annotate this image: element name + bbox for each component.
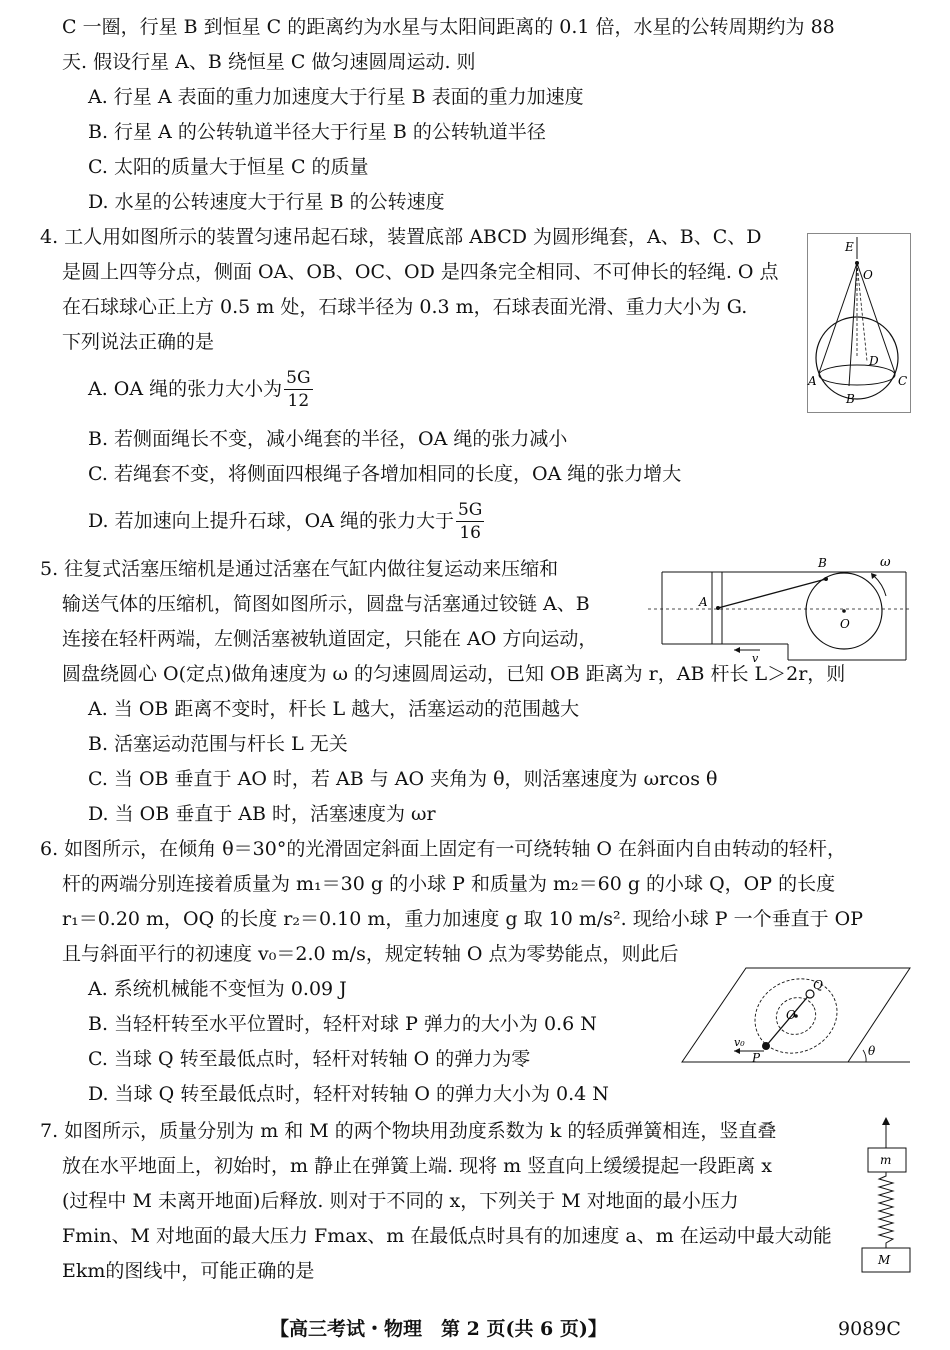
q5-option-c: C. 当 OB 垂直于 AO 时，若 AB 与 AO 夹角为 θ，则活塞速度为 ωrcos θ bbox=[88, 768, 718, 790]
q5-line-3: 连接在轻杆两端，左侧活塞被轨道固定，只能在 AO 方向运动， bbox=[62, 628, 598, 650]
q5-option-d: D. 当 OB 垂直于 AB 时，活塞速度为 ωr bbox=[88, 803, 436, 825]
q3-option-d: D. 水星的公转速度大于行星 B 的公转速度 bbox=[88, 191, 445, 213]
q6-option-a: A. 系统机械能不变恒为 0.09 J bbox=[88, 978, 347, 1000]
q4-line-2: 是圆上四等分点，侧面 OA、OB、OC、OD 是四条完全相同、不可伸长的轻绳. O 点 bbox=[62, 261, 779, 283]
footer-page-info: 【高三考试・物理 第 2 页(共 6 页)】 bbox=[270, 1318, 607, 1340]
fraction-denominator: 12 bbox=[287, 391, 310, 411]
fraction-numerator: 5G bbox=[286, 368, 311, 388]
q4-label-a: A bbox=[808, 374, 817, 388]
q4-label-e: E bbox=[845, 240, 854, 254]
q4-line-4: 下列说法正确的是 bbox=[62, 331, 215, 353]
q3-line-2: 天. 假设行星 A、B 绕恒星 C 做匀速圆周运动. 则 bbox=[62, 51, 476, 73]
q4-option-a-fraction bbox=[284, 370, 312, 410]
q5-option-b: B. 活塞运动范围与杆长 L 无关 bbox=[88, 733, 348, 755]
q7-line-1: 7. 如图所示，质量分别为 m 和 M 的两个物块用劲度系数为 k 的轻质弹簧相连，竖直叠 bbox=[40, 1120, 777, 1142]
q6-line-1: 6. 如图所示，在倾角 θ＝30°的光滑固定斜面上固定有一可绕转轴 O 在斜面内自由转动的轻杆， bbox=[40, 838, 846, 860]
fraction-denominator: 16 bbox=[459, 523, 481, 543]
q4-option-d bbox=[88, 502, 486, 542]
q6-label-v0: v₀ bbox=[734, 1036, 745, 1049]
q6-label-theta: θ bbox=[868, 1044, 876, 1058]
q5-option-a: A. 当 OB 距离不变时，杆长 L 越大，活塞运动的范围越大 bbox=[88, 698, 580, 720]
q4-option-c: C. 若绳套不变，将侧面四根绳子各增加相同的长度，OA 绳的张力增大 bbox=[88, 463, 682, 485]
q6-line-4: 且与斜面平行的初速度 v₀＝2.0 m/s，规定转轴 O 点为零势能点，则此后 bbox=[62, 943, 679, 965]
q4-label-d: D bbox=[869, 354, 879, 368]
q4-line-3: 在石球球心正上方 0.5 m 处，石球半径为 0.3 m，石球表面光滑、重力大小为 G. bbox=[62, 296, 748, 318]
footer-exam-code: 9089C bbox=[838, 1318, 901, 1340]
q3-option-c: C. 太阳的质量大于恒星 C 的质量 bbox=[88, 156, 369, 178]
fraction-numerator: 5G bbox=[457, 500, 483, 520]
q4-option-b: B. 若侧面绳长不变，减小绳套的半径，OA 绳的张力减小 bbox=[88, 428, 568, 450]
q4-label-c: C bbox=[898, 374, 908, 388]
q6-option-d: D. 当球 Q 转至最低点时，轻杆对转轴 O 的弹力大小为 0.4 N bbox=[88, 1083, 609, 1105]
q3-line-1: C 一圈，行星 B 到恒星 C 的距离约为水星与太阳间距离的 0.1 倍，水星的公转周期约为 88 bbox=[62, 16, 835, 38]
q7-label-big-m: M bbox=[878, 1253, 891, 1267]
q5-compressor-figure bbox=[648, 546, 910, 664]
q6-line-2: 杆的两端分别连接着质量为 m₁＝30 g 的小球 P 和质量为 m₂＝60 g 的小球 Q，OP 的长度 bbox=[62, 873, 836, 895]
q6-incline-figure bbox=[680, 966, 912, 1066]
q5-line-1: 5. 往复式活塞压缩机是通过活塞在气缸内做往复运动来压缩和 bbox=[40, 558, 559, 580]
q5-line-2: 输送气体的压缩机，简图如图所示，圆盘与活塞通过铰链 A、B bbox=[62, 593, 590, 615]
q5-label-o: O bbox=[840, 617, 850, 631]
q7-spring-blocks-figure bbox=[858, 1116, 914, 1288]
q4-option-d-text: D. 若加速向上提升石球，OA 绳的张力大于 bbox=[88, 510, 454, 532]
q6-label-o: O bbox=[786, 1008, 796, 1022]
q7-label-m: m bbox=[880, 1153, 892, 1167]
q4-line-1: 4. 工人用如图所示的装置匀速吊起石球，装置底部 ABCD 为圆形绳套，A、B、C、D bbox=[40, 226, 762, 248]
q7-line-5: Ekm的图线中，可能正确的是 bbox=[62, 1260, 315, 1282]
q6-line-3: r₁＝0.20 m，OQ 的长度 r₂＝0.10 m，重力加速度 g 取 10 m/s². 现给小球 P 一个垂直于 OP bbox=[62, 908, 863, 930]
q4-option-d-fraction bbox=[456, 502, 484, 542]
q7-line-2: 放在水平地面上，初始时，m 静止在弹簧上端. 现将 m 竖直向上缓缓提起一段距离 x bbox=[62, 1155, 772, 1177]
q4-option-a bbox=[88, 370, 315, 410]
q5-label-a: A bbox=[699, 595, 708, 609]
q5-label-omega: ω bbox=[880, 555, 891, 570]
q7-line-4: Fmin、M 对地面的最大压力 Fmax、m 在最低点时具有的加速度 a、m 在运动中最大动能 bbox=[62, 1225, 832, 1247]
q6-option-b: B. 当轻杆转至水平位置时，轻杆对球 P 弹力的大小为 0.6 N bbox=[88, 1013, 597, 1035]
q5-label-b: B bbox=[818, 556, 827, 570]
q5-line-4: 圆盘绕圆心 O(定点)做角速度为 ω 的匀速圆周运动，已知 OB 距离为 r，AB 杆长 L＞2r，则 bbox=[62, 663, 846, 685]
q7-line-3: (过程中 M 未离开地面)后释放. 则对于不同的 x，下列关于 M 对地面的最小压力 bbox=[62, 1190, 739, 1212]
q3-option-b: B. 行星 A 的公转轨道半径大于行星 B 的公转轨道半径 bbox=[88, 121, 546, 143]
q4-label-o: O bbox=[863, 268, 873, 282]
q3-option-a: A. 行星 A 表面的重力加速度大于行星 B 表面的重力加速度 bbox=[88, 86, 584, 108]
q4-label-b: B bbox=[846, 392, 855, 406]
q6-label-p: P bbox=[752, 1051, 761, 1065]
q4-stone-ball-figure bbox=[807, 233, 911, 413]
q6-option-c: C. 当球 Q 转至最低点时，轻杆对转轴 O 的弹力为零 bbox=[88, 1048, 531, 1070]
q6-label-q: Q bbox=[813, 978, 823, 992]
q4-option-a-text: A. OA 绳的张力大小为 bbox=[88, 378, 283, 400]
q5-label-v: v bbox=[752, 652, 759, 664]
